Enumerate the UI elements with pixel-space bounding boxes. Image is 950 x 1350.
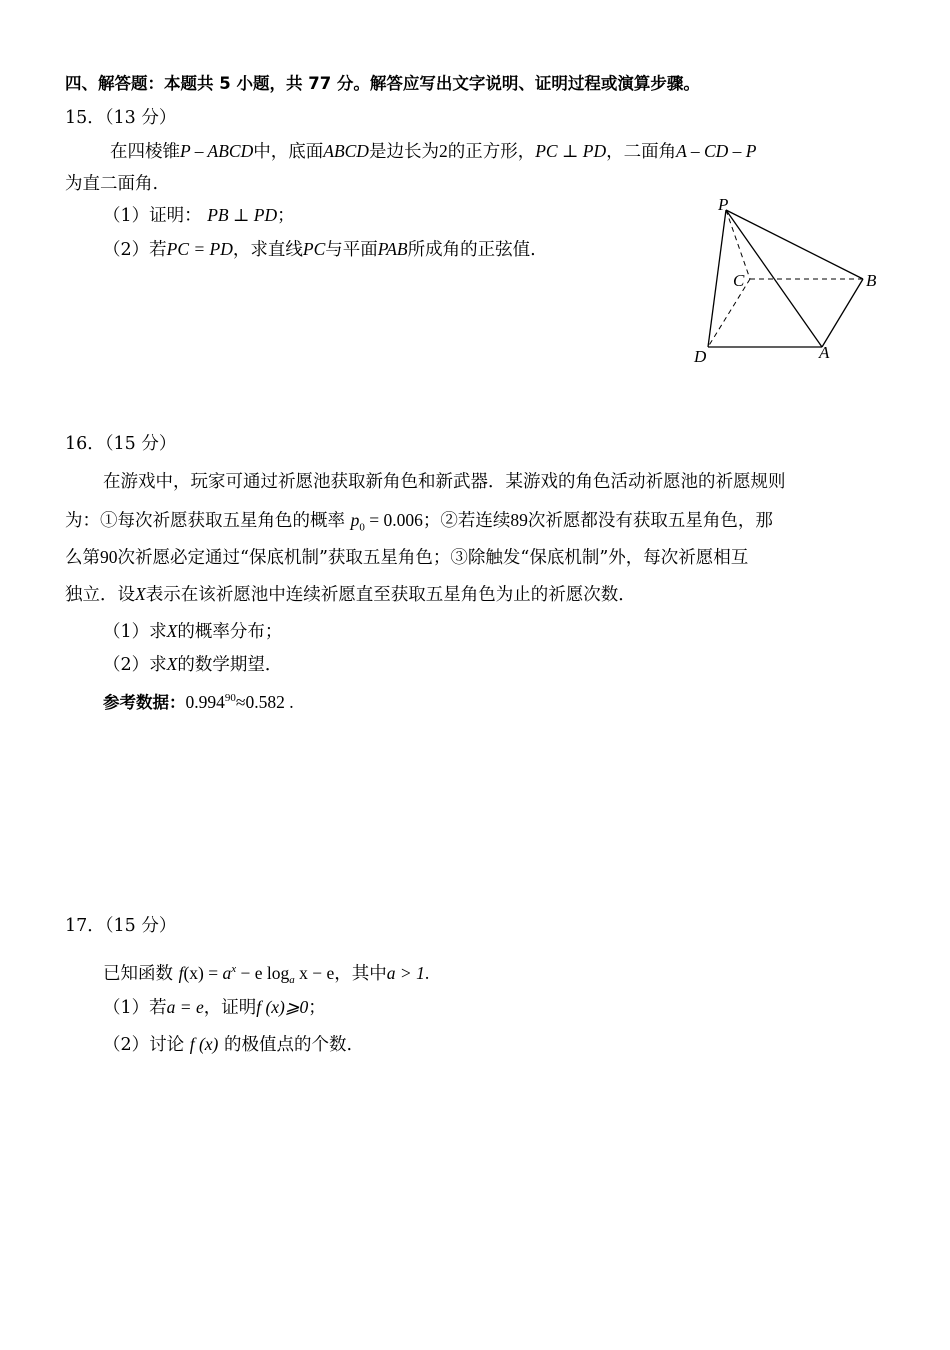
- q17-number: 17．（15 分）: [65, 916, 177, 936]
- label-p: P: [718, 196, 729, 214]
- q15-part1: （1）证明： PB ⊥ PD；: [103, 205, 295, 226]
- q16-reference-data: 参考数据：$0.994^{90}\approx 0.582$ .: [103, 691, 294, 712]
- q16-part2: （2）求X的数学期望．: [103, 654, 283, 675]
- label-b: B: [866, 271, 877, 290]
- q16-line3: 么第90次祈愿必定通过“保底机制”获取五星角色；③除触发“保底机制”外，每次祈愿相互: [65, 547, 749, 568]
- pyramid-figure: [688, 196, 888, 368]
- q16-line2: 为：①每次祈愿获取五星角色的概率 $p_0 = 0.006$；②若连续89次祈愿都没有获取五星角色，那: [65, 510, 773, 534]
- q17-stem: 已知函数 $f(x) = a^x - e$ $\log_a x - e$，其中a > 1.: [103, 962, 430, 987]
- q16-number: 16．（15 分）: [65, 434, 177, 454]
- q16-line4: 独立．设X表示在该祈愿池中连续祈愿直至获取五星角色为止的祈愿次数．: [65, 584, 636, 605]
- label-c: C: [733, 271, 745, 290]
- label-a: A: [819, 343, 830, 362]
- q15-stem-line2: 为直二面角.: [65, 174, 159, 194]
- edge-ab: [822, 279, 863, 347]
- q15-number: 15．（13 分）: [65, 108, 177, 128]
- edge-pb: [726, 210, 863, 279]
- q17-part2: （2）讨论 f (x) 的极值点的个数.: [103, 1034, 353, 1055]
- q17-part1: （1）若a = e，证明f (x)⩾0；: [103, 997, 326, 1018]
- q15-part2: （2）若PC = PD，求直线PC与平面PAB所成角的正弦值.: [103, 239, 536, 260]
- q16-part1: （1）求X的概率分布；: [103, 621, 283, 642]
- q15-stem-line1: 在四棱锥P – ABCD中，底面ABCD是边长为2的正方形，PC ⊥ PD，二面角A – CD – P: [110, 141, 757, 162]
- q16-line1: 在游戏中，玩家可通过祈愿池获取新角色和新武器．某游戏的角色活动祈愿池的祈愿规则: [103, 472, 786, 492]
- section-heading: 四、解答题：本题共 5 小题，共 77 分。解答应写出文字说明、证明过程或演算步骤。: [65, 74, 700, 93]
- label-d: D: [694, 347, 707, 366]
- edge-pd: [708, 210, 726, 347]
